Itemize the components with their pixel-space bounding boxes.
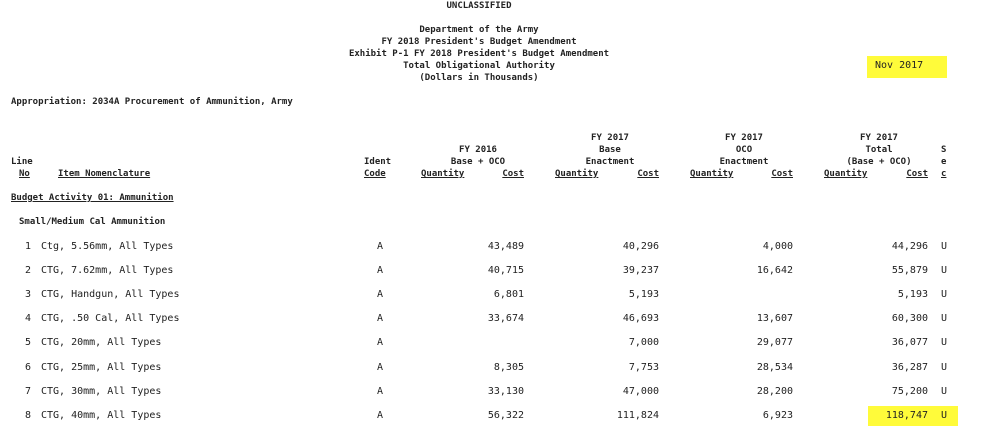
row-1-item: Ctg, 5.56mm, All Types	[41, 241, 174, 252]
row-6-item: CTG, 25mm, All Types	[41, 362, 162, 373]
row-2-sec: U	[941, 265, 948, 276]
header-fy2017-total-sub: Total	[865, 145, 893, 155]
row-4-oco-cost: 13,607	[756, 313, 793, 324]
title-line-4: Total Obligational Authority	[403, 61, 555, 71]
row-1-ident: A	[377, 241, 384, 252]
row-7-ident: A	[377, 386, 384, 397]
header-fy2017-oco: FY 2017	[725, 133, 763, 143]
row-6-total-cost: 36,287	[891, 362, 928, 373]
row-2-item: CTG, 7.62mm, All Types	[41, 265, 174, 276]
header-sec-c: c	[941, 169, 947, 179]
row-6-oco-cost: 28,534	[756, 362, 793, 373]
row-7-sec: U	[941, 386, 948, 397]
header-ident: Ident	[364, 157, 392, 167]
row-5-oco-cost: 29,077	[756, 337, 793, 348]
row-5-base-cost: 7,000	[628, 337, 659, 348]
row-2-oco-cost: 16,642	[756, 265, 793, 276]
header-fy2017-total-quantity: Quantity	[824, 169, 868, 179]
header-fy2017-base: FY 2017	[591, 133, 629, 143]
header-fy2016-cost: Cost	[502, 169, 524, 179]
row-1-fy2016-cost: 43,489	[487, 241, 524, 252]
row-6-ident: A	[377, 362, 384, 373]
report-date: Nov 2017	[875, 60, 924, 71]
title-line-5: (Dollars in Thousands)	[419, 73, 539, 83]
row-4-item: CTG, .50 Cal, All Types	[41, 313, 180, 324]
header-line: Line	[11, 157, 33, 167]
row-1-sec: U	[941, 241, 948, 252]
appropriation-title: Appropriation: 2034A Procurement of Ammunition, Army	[11, 97, 293, 107]
row-1-oco-cost: 4,000	[762, 241, 793, 252]
row-3-ident: A	[377, 289, 384, 300]
row-7-item: CTG, 30mm, All Types	[41, 386, 162, 397]
header-code: Code	[364, 169, 386, 179]
row-1-base-cost: 40,296	[622, 241, 659, 252]
row-6-sec: U	[941, 362, 948, 373]
row-3-base-cost: 5,193	[628, 289, 659, 300]
header-fy2017-base-sub: Base	[599, 145, 621, 155]
row-8-base-cost: 111,824	[616, 410, 659, 421]
row-5-sec: U	[941, 337, 948, 348]
title-line-2: FY 2018 President's Budget Amendment	[381, 37, 577, 47]
row-4-ident: A	[377, 313, 384, 324]
header-fy2017-total: FY 2017	[860, 133, 898, 143]
row-3-total-cost: 5,193	[897, 289, 928, 300]
header-sec-e: e	[941, 157, 947, 167]
header-fy2017-base-cost: Cost	[637, 169, 659, 179]
title-line-1: Department of the Army	[419, 25, 539, 35]
row-2-total-cost: 55,879	[891, 265, 928, 276]
header-fy2016-sub: Base + OCO	[450, 157, 506, 167]
header-sec-s: S	[941, 145, 947, 155]
row-6-base-cost: 7,753	[628, 362, 659, 373]
header-fy2016-quantity: Quantity	[421, 169, 465, 179]
row-5-ident: A	[377, 337, 384, 348]
row-1-no: 1	[25, 241, 32, 252]
row-3-sec: U	[941, 289, 948, 300]
row-5-no: 5	[25, 337, 32, 348]
header-fy2017-oco-cost: Cost	[771, 169, 793, 179]
header-fy2017-oco-sub: OCO	[735, 145, 753, 155]
header-fy2017-oco-enactment: Enactment	[719, 157, 769, 167]
row-8-no: 8	[25, 410, 32, 421]
row-5-total-cost: 36,077	[891, 337, 928, 348]
header-fy2017-base-quantity: Quantity	[555, 169, 599, 179]
row-3-fy2016-cost: 6,801	[493, 289, 524, 300]
row-7-oco-cost: 28,200	[756, 386, 793, 397]
row-5-item: CTG, 20mm, All Types	[41, 337, 162, 348]
row-8-ident: A	[377, 410, 384, 421]
row-1-total-cost: 44,296	[891, 241, 928, 252]
row-3-item: CTG, Handgun, All Types	[41, 289, 180, 300]
header-item-nomenclature: Item Nomenclature	[58, 169, 151, 179]
row-8-sec: U	[941, 410, 948, 421]
row-2-fy2016-cost: 40,715	[487, 265, 524, 276]
row-7-total-cost: 75,200	[891, 386, 928, 397]
row-7-no: 7	[25, 386, 32, 397]
row-2-base-cost: 39,237	[622, 265, 659, 276]
row-4-fy2016-cost: 33,674	[487, 313, 524, 324]
group-heading: Small/Medium Cal Ammunition	[19, 217, 166, 227]
header-fy2017-total-basis: (Base + OCO)	[846, 157, 912, 167]
row-8-fy2016-cost: 56,322	[487, 410, 524, 421]
header-no: No	[19, 169, 30, 179]
row-4-no: 4	[25, 313, 32, 324]
row-6-no: 6	[25, 362, 32, 373]
row-8-oco-cost: 6,923	[762, 410, 793, 421]
header-fy2017-base-enactment: Enactment	[585, 157, 635, 167]
header-fy2016: FY 2016	[459, 145, 497, 155]
row-8-total-cost: 118,747	[885, 410, 928, 421]
row-2-no: 2	[25, 265, 32, 276]
title-line-3: Exhibit P-1 FY 2018 President's Budget Amendment	[348, 49, 610, 59]
row-7-fy2016-cost: 33,130	[487, 386, 524, 397]
row-8-item: CTG, 40mm, All Types	[41, 410, 162, 421]
row-4-sec: U	[941, 313, 948, 324]
row-4-total-cost: 60,300	[891, 313, 928, 324]
row-7-base-cost: 47,000	[622, 386, 659, 397]
row-2-ident: A	[377, 265, 384, 276]
header-fy2017-oco-quantity: Quantity	[690, 169, 734, 179]
header-fy2017-total-cost: Cost	[906, 169, 928, 179]
budget-activity-heading: Budget Activity 01: Ammunition	[11, 193, 174, 203]
row-4-base-cost: 46,693	[622, 313, 659, 324]
row-6-fy2016-cost: 8,305	[493, 362, 524, 373]
classification-label: UNCLASSIFIED	[446, 1, 512, 11]
row-3-no: 3	[25, 289, 32, 300]
